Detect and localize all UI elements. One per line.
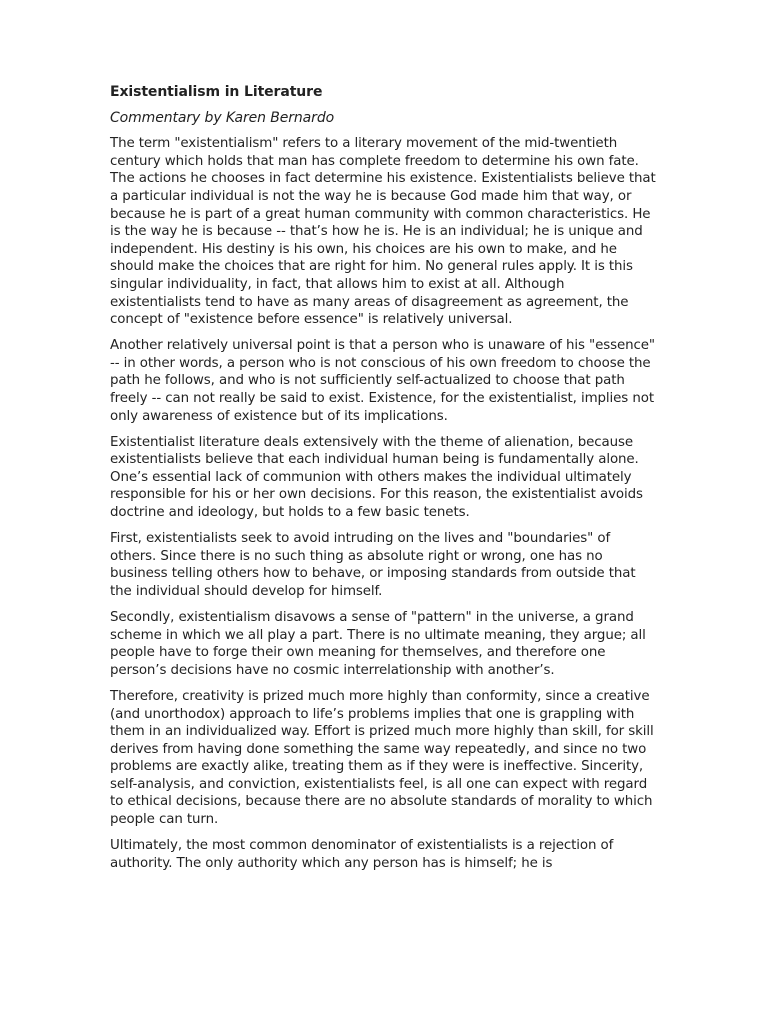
document-page bbox=[110, 84, 658, 881]
paragraph-5: Secondly, existentialism disavows a sense of "pattern" in the universe, a grand scheme in which we all play a part. There is no ultimate meaning, they argue; all people have to forge their own meaning for themselves, and therefore one person’s decisions have no cosmic interrelationship with another’s. bbox=[110, 610, 646, 678]
paragraph-4: First, existentialists seek to avoid intruding on the lives and "boundaries" of others. Since there is no such thing as absolute right or wrong, one has no business telling others how to behave, or imposing standards from outside that the individual should develop for himself. bbox=[110, 531, 636, 599]
document-byline: Commentary by Karen Bernardo bbox=[110, 109, 335, 126]
paragraph-2: Another relatively universal point is that a person who is unaware of his "essence" -- in other words, a person who is not conscious of his own freedom to choose the path he follows, and who is not sufficiently self-actualized to choose that path freely -- can not really be said to exist. Existence, for the existentialist, implies not only awareness of existence but of its implications. bbox=[110, 338, 655, 424]
paragraph-7: Ultimately, the most common denominator of existentialists is a rejection of authority. The only authority which any person has is himself; he is bbox=[110, 838, 614, 871]
paragraph-3: Existentialist literature deals extensively with the theme of alienation, because existentialists believe that each individual human being is fundamentally alone. One’s essential lack of communion with others makes the individual ultimately responsible for his or her own decisions. For this reason, the existentialist avoids doctrine and ideology, but holds to a few basic tenets. bbox=[110, 434, 643, 521]
paragraph-6: Therefore, creativity is prized much more highly than conformity, since a creative (and unorthodox) approach to life’s problems implies that one is grappling with them in an individualized way. Effort is prized much more highly than skill, for skill derives from having done something the same way repeatedly, and since no two problems are exactly alike, treating them as if they were is ineffective. Sincerity, self-analysis, and conviction, existentialists feel, is all one can expect with regard to ethical decisions, because there are no absolute standards of morality to which people can turn. bbox=[110, 688, 654, 828]
paragraph-1: The term "existentialism" refers to a literary movement of the mid-twentieth century which holds that man has complete freedom to determine his own fate. The actions he chooses in fact determine his existence. Existentialists believe that a particular individual is not the way he is because God made him that way, or because he is part of a great human community with common characteristics. He is the way he is because -- that’s how he is. He is an individual; he is unique and independent. His destiny is his own, his choices are his own to make, and he should make the choices that are right for him. No general rules apply. It is this singular individuality, in fact, that allows him to exist at all. Although existentialists tend to have as many areas of disagreement as agreement, the concept of "existence before essence" is relatively universal. bbox=[110, 136, 656, 328]
document-title: Existentialism in Literature bbox=[110, 84, 323, 100]
